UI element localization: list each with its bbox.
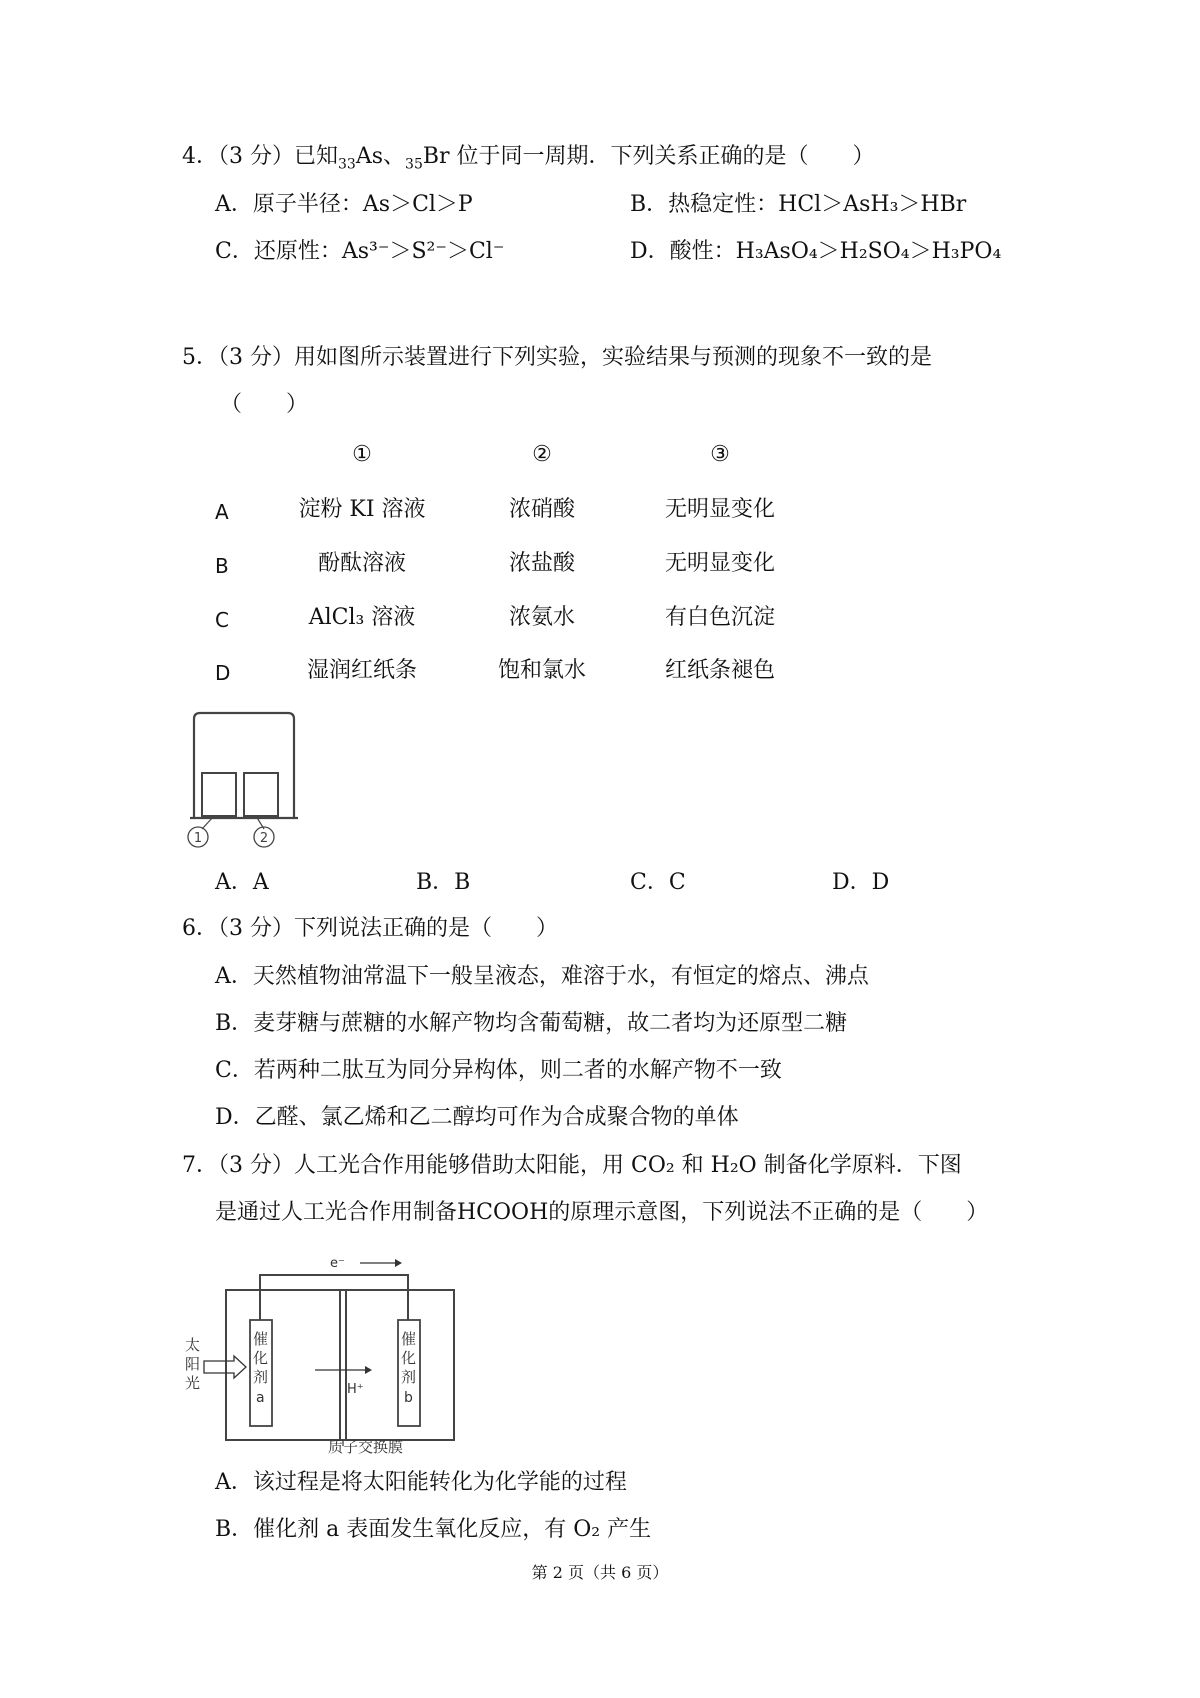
q4-option-c[interactable]: C．还原性：As³⁻＞S²⁻＞Cl⁻ <box>215 239 505 264</box>
q6-option-a[interactable]: A．天然植物油常温下一般呈液态，难溶于水，有恒定的熔点、沸点 <box>215 964 869 989</box>
q4-as: As、 <box>355 144 406 169</box>
proton-arrowhead <box>365 1366 372 1374</box>
q5-row-d-c1: 湿润红纸条 <box>306 658 417 683</box>
page-footer: 第 2 页（共 6 页） <box>531 1563 669 1582</box>
q5-paren: （ ） <box>220 392 309 417</box>
q6-option-b[interactable]: B．麦芽糖与蔗糖的水解产物均含葡萄糖，故二者均为还原型二糖 <box>215 1011 848 1036</box>
q5-option-c[interactable]: C．C <box>630 870 686 895</box>
q7-option-a[interactable]: A．该过程是将太阳能转化为化学能的过程 <box>215 1470 627 1495</box>
q5-row-a-c3: 无明显变化 <box>664 497 775 522</box>
q6-points: （3 分） <box>218 916 294 941</box>
q7-option-b[interactable]: B．催化剂 a 表面发生氧化反应，有 O₂ 产生 <box>215 1517 652 1542</box>
q5-row-b-c2: 浓盐酸 <box>508 551 575 576</box>
sun-char-2: 阳 <box>185 1355 201 1373</box>
q5-table <box>0 440 1200 690</box>
q5-row-a-label: A <box>215 500 229 524</box>
q5-row-c-c2: 浓氨水 <box>508 605 575 630</box>
catalyst-b-char-1: 催 <box>401 1330 417 1348</box>
q7-stem-line-1 <box>182 1151 962 1181</box>
q4-option-a[interactable]: A．原子半径：As＞Cl＞P <box>215 192 473 217</box>
q5-option-a[interactable]: A．A <box>215 870 269 895</box>
q5-row-b-label: B <box>215 554 229 578</box>
proton-label: H⁺ <box>347 1382 364 1397</box>
label-1: 1 <box>193 831 203 846</box>
q5-row-c-label: C <box>215 608 229 632</box>
electron-arrowhead <box>395 1259 402 1267</box>
q5-row-a-c1: 淀粉 KI 溶液 <box>298 497 426 522</box>
q4-as-mass: 33 <box>338 156 356 173</box>
q4-option-b[interactable]: B．热稳定性：HCl＞AsH₃＞HBr <box>630 192 967 217</box>
sun-char-3: 光 <box>185 1374 201 1392</box>
label-2: 2 <box>259 831 269 846</box>
q5-stem <box>182 343 932 373</box>
catalyst-b-char-2: 化 <box>401 1349 417 1367</box>
q4-stem <box>182 142 875 179</box>
catalyst-a-char-4: a <box>256 1390 265 1406</box>
q4-number: 4． <box>182 144 218 169</box>
catalyst-a-char-1: 催 <box>253 1330 269 1348</box>
q4-option-d[interactable]: D．酸性：H₃AsO₄＞H₂SO₄＞H₃PO₄ <box>630 239 1002 264</box>
q5-header-2: ② <box>532 442 552 467</box>
beaker-1 <box>202 773 236 816</box>
q5-row-c-c1: AlCl₃ 溶液 <box>308 605 416 630</box>
q6-number: 6． <box>182 916 218 941</box>
q6-option-d[interactable]: D．乙醛、氯乙烯和乙二醇均可作为合成聚合物的单体 <box>215 1105 739 1130</box>
q5-points: （3 分） <box>218 345 294 370</box>
external-wire <box>260 1275 408 1320</box>
q6-stem <box>182 914 558 944</box>
beaker-2 <box>244 773 278 816</box>
q4-points: （3 分） <box>218 144 294 169</box>
q6-option-c[interactable]: C．若两种二肽互为同分异构体，则二者的水解产物不一致 <box>215 1058 782 1083</box>
q5-row-d-label: D <box>215 661 231 685</box>
q5-row-d-c2: 饱和氯水 <box>497 658 586 683</box>
q5-row-b-c1: 酚酞溶液 <box>317 551 406 576</box>
q7-points: （3 分） <box>218 1153 294 1178</box>
q6-stem-text: 下列说法正确的是（ ） <box>294 916 559 941</box>
q5-row-a-c2: 浓硝酸 <box>508 497 575 522</box>
q7-number: 7． <box>182 1153 218 1178</box>
q7-cell-figure <box>180 1250 480 1455</box>
catalyst-b-char-4: b <box>404 1390 413 1406</box>
q7-stem-line-2: 是通过人工光合作用制备HCOOH的原理示意图，下列说法不正确的是（ ） <box>215 1200 989 1225</box>
catalyst-a-char-3: 剂 <box>253 1368 269 1386</box>
q5-row-d-c3: 红纸条褪色 <box>664 658 775 683</box>
q5-row-b-c3: 无明显变化 <box>664 551 775 576</box>
q5-number: 5． <box>182 345 218 370</box>
q5-option-b[interactable]: B．B <box>416 870 471 895</box>
q5-header-1: ① <box>352 442 372 467</box>
q7-stem-text-1: 人工光合作用能够借助太阳能，用 CO₂ 和 H₂O 制备化学原料．下图 <box>294 1153 962 1178</box>
catalyst-a-char-2: 化 <box>253 1349 269 1367</box>
sun-char-1: 太 <box>185 1336 201 1354</box>
q5-apparatus-figure <box>180 705 310 850</box>
q5-stem-text: 用如图所示装置进行下列实验，实验结果与预测的现象不一致的是 <box>294 345 933 370</box>
q5-row-c-c3: 有白色沉淀 <box>664 605 775 630</box>
catalyst-b-char-3: 剂 <box>401 1368 417 1386</box>
q4-br-mass: 35 <box>405 156 423 173</box>
q5-option-d[interactable]: D．D <box>832 870 890 895</box>
electron-label: e⁻ <box>330 1256 345 1271</box>
q5-header-3: ③ <box>710 442 730 467</box>
membrane-label: 质子交换膜 <box>328 1438 404 1455</box>
q4-br: Br <box>422 144 450 169</box>
q4-stem-post: 位于同一周期．下列关系正确的是（ ） <box>449 144 875 169</box>
q4-stem-pre: 已知 <box>294 144 339 169</box>
